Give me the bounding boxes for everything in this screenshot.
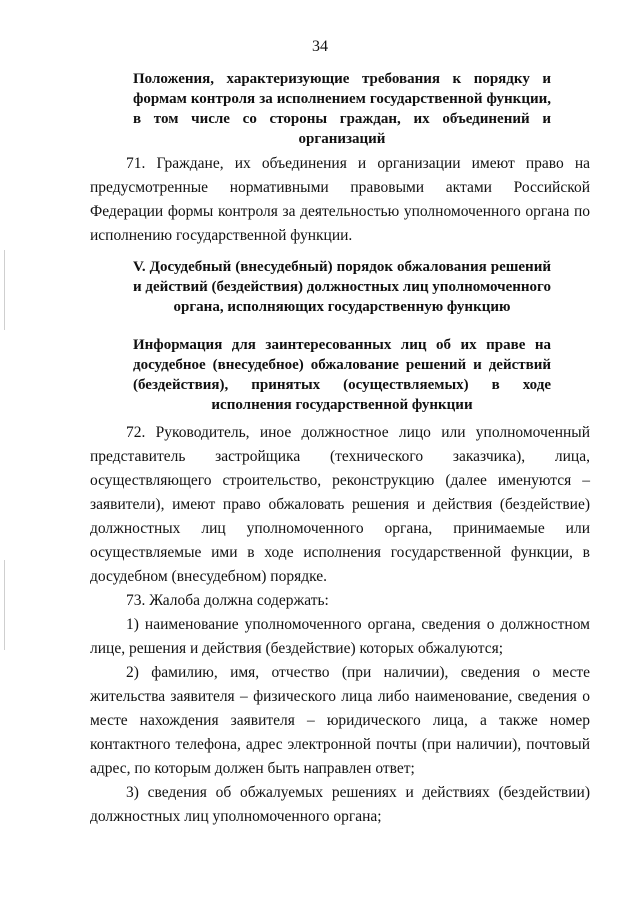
page-number: 34 [312, 38, 328, 55]
list-item-1: 1) наименование уполномоченного органа, сведения о должностном лице, решения и действия (бездействие) которых обжалуются; [90, 616, 590, 657]
list-item-3: 3) сведения об обжалуемых решениях и действиях (бездействии) должностных лиц уполномоченного органа; [90, 784, 590, 825]
list-item-2: 2) фамилию, имя, отчество (при наличии), сведения о месте жительства заявителя – физического лица либо наименование, сведения о месте нахождения заявителя – юридического лица, а также номер контактного телефона, адрес электронной почты (при наличии), почтовый адрес, по которым должен быть направлен ответ; [90, 664, 590, 777]
section-heading-v: V. Досудебный (внесудебный) порядок обжалования решений и действий (бездействия) должностных лиц уполномоченного органа, исполняющих государственную функцию [133, 259, 551, 315]
paragraph-71: 71. Граждане, их объединения и организации имеют право на предусмотренные нормативными правовыми актами Российской Федерации формы контроля за деятельностью уполномоченного органа по исполнению государственной функции. [90, 155, 590, 244]
paragraph-72: 72. Руководитель, иное должностное лицо или уполномоченный представитель застройщика (технического заказчика), лица, осуществляющего строительство, реконструкцию (далее именуются – заявители), имеют право обжаловать решения и действия (бездействие) должностных лиц уполномоченного органа, принимаемые или осуществляемые ими в ходе исполнения государственной функции, в досудебном (внесудебном) порядке. [90, 424, 590, 585]
scan-edge-mark [4, 250, 5, 330]
scan-edge-mark [4, 560, 5, 650]
paragraph-73: 73. Жалоба должна содержать: [126, 592, 329, 609]
section-heading-control: Положения, характеризующие требования к порядку и формам контроля за исполнением государственной функции, в том числе со стороны граждан, их объединений и организаций [133, 71, 551, 147]
subsection-heading-information: Информация для заинтересованных лиц об их праве на досудебное (внесудебное) обжалование решений и действий (бездействия), принятых (осуществляемых) в ходе исполнения государственной функции [133, 337, 551, 413]
